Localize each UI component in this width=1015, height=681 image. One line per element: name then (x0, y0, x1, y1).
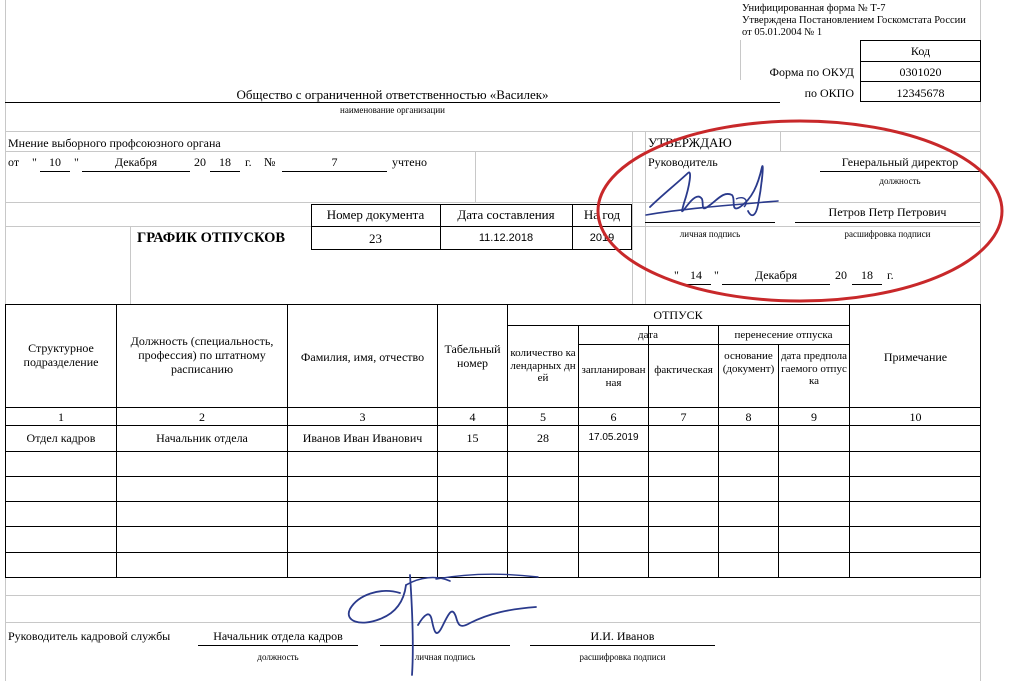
union-year-label: г. (245, 155, 252, 169)
approval-position: Генеральный директор (841, 155, 959, 169)
code-label: Код (910, 44, 931, 58)
header-expected-date: дата предполагаемого отпуска (780, 350, 848, 388)
organization-caption: наименование организации (340, 105, 445, 115)
form-header-line1: Унифицированная форма № Т-7 (742, 3, 886, 14)
column-number-1: 1 (58, 410, 64, 424)
union-day: 10 (49, 155, 61, 169)
header-tab-number: Табельный номер (444, 342, 501, 370)
footer-position-caption: должность (257, 652, 299, 662)
column-number-5: 5 (540, 410, 546, 424)
header-days: количество календарных дней (510, 347, 576, 385)
approval-day: 14 (690, 268, 702, 282)
column-number-7: 7 (680, 410, 687, 424)
header-basis: основание (документ) (722, 350, 775, 375)
header-note: Примечание (883, 350, 948, 364)
union-year-prefix: 20 (194, 155, 206, 169)
union-year-suffix: 18 (219, 155, 231, 169)
approval-name-caption: расшифровка подписи (844, 229, 931, 239)
approval-year-suffix: 18 (861, 268, 873, 282)
approval-signature-caption: личная подпись (679, 229, 741, 239)
header-position: Должность (специальность, профессия) по штатному расписанию (130, 334, 274, 376)
column-number-6: 6 (610, 410, 617, 424)
approval-quote-close: " (714, 268, 719, 282)
union-number: 7 (331, 155, 338, 169)
header-vacation: ОТПУСК (653, 308, 703, 322)
header-date-group: дата (637, 329, 659, 341)
header-transfer-group: перенесение отпуска (734, 329, 833, 341)
table-cell-days: 28 (537, 431, 549, 445)
footer-name: И.И. Иванов (590, 629, 655, 643)
table-cell-tab-number: 15 (466, 431, 479, 445)
okpo-value: 12345678 (896, 86, 945, 100)
column-number-2: 2 (199, 410, 205, 424)
document-year-header: На год (583, 207, 621, 222)
table-cell-department: Отдел кадров (26, 431, 96, 445)
header-department: Структурное подразделение (23, 341, 99, 369)
table-cell-fullname: Иванов Иван Иванович (302, 431, 423, 445)
form-header-line3: от 05.01.2004 № 1 (742, 27, 823, 38)
table-cell-planned: 17.05.2019 (588, 432, 639, 443)
union-month: Декабря (114, 155, 158, 169)
column-number-4: 4 (469, 410, 476, 424)
union-opinion-label: Мнение выборного профсоюзного органа (8, 136, 221, 150)
footer-signature (340, 565, 540, 680)
column-number-9: 9 (811, 410, 817, 424)
approval-quote-open: " (674, 268, 679, 282)
approval-year-label: г. (887, 268, 894, 282)
union-quote-close: " (74, 155, 79, 169)
approval-name: Петров Петр Петрович (828, 205, 947, 219)
approval-month: Декабря (754, 268, 798, 282)
header-fullname: Фамилия, имя, отчество (300, 350, 425, 364)
document-year-value: 2019 (589, 232, 615, 244)
column-number-3: 3 (359, 410, 366, 424)
union-from-label: от (8, 155, 20, 169)
column-number-8: 8 (745, 410, 752, 424)
document-date-value: 11.12.2018 (478, 232, 534, 244)
footer-hr-head-label: Руководитель кадровой службы (8, 629, 171, 643)
header-actual: фактическая (654, 364, 713, 376)
union-quote-open: " (32, 155, 37, 169)
form-header-line2: Утверждена Постановлением Госкомстата России (742, 15, 966, 26)
organization-name: Общество с ограниченной ответственностью «Василек» (236, 87, 549, 102)
okud-label: Форма по ОКУД (769, 65, 854, 79)
header-planned: запланированная (581, 364, 646, 389)
footer-signature-caption: личная подпись (414, 652, 476, 662)
approval-highlight-ellipse (595, 118, 1005, 308)
union-number-label: № (264, 155, 276, 169)
approval-position-caption: должность (879, 176, 921, 186)
document-title: ГРАФИК ОТПУСКОВ (137, 230, 286, 246)
column-number-10: 10 (909, 410, 922, 424)
footer-name-caption: расшифровка подписи (579, 652, 666, 662)
head-label: Руководитель (648, 155, 718, 169)
footer-position: Начальник отдела кадров (213, 629, 343, 643)
table-cell-position: Начальник отдела (156, 431, 248, 445)
approve-label: УТВЕРЖДАЮ (648, 135, 732, 150)
union-accounted: учтено (392, 155, 428, 169)
approval-year-prefix: 20 (835, 268, 847, 282)
okud-value: 0301020 (899, 65, 942, 79)
document-number-value: 23 (369, 231, 382, 246)
okpo-label: по ОКПО (804, 86, 854, 100)
document-number-header: Номер документа (326, 207, 425, 222)
document-date-header: Дата составления (457, 207, 555, 222)
